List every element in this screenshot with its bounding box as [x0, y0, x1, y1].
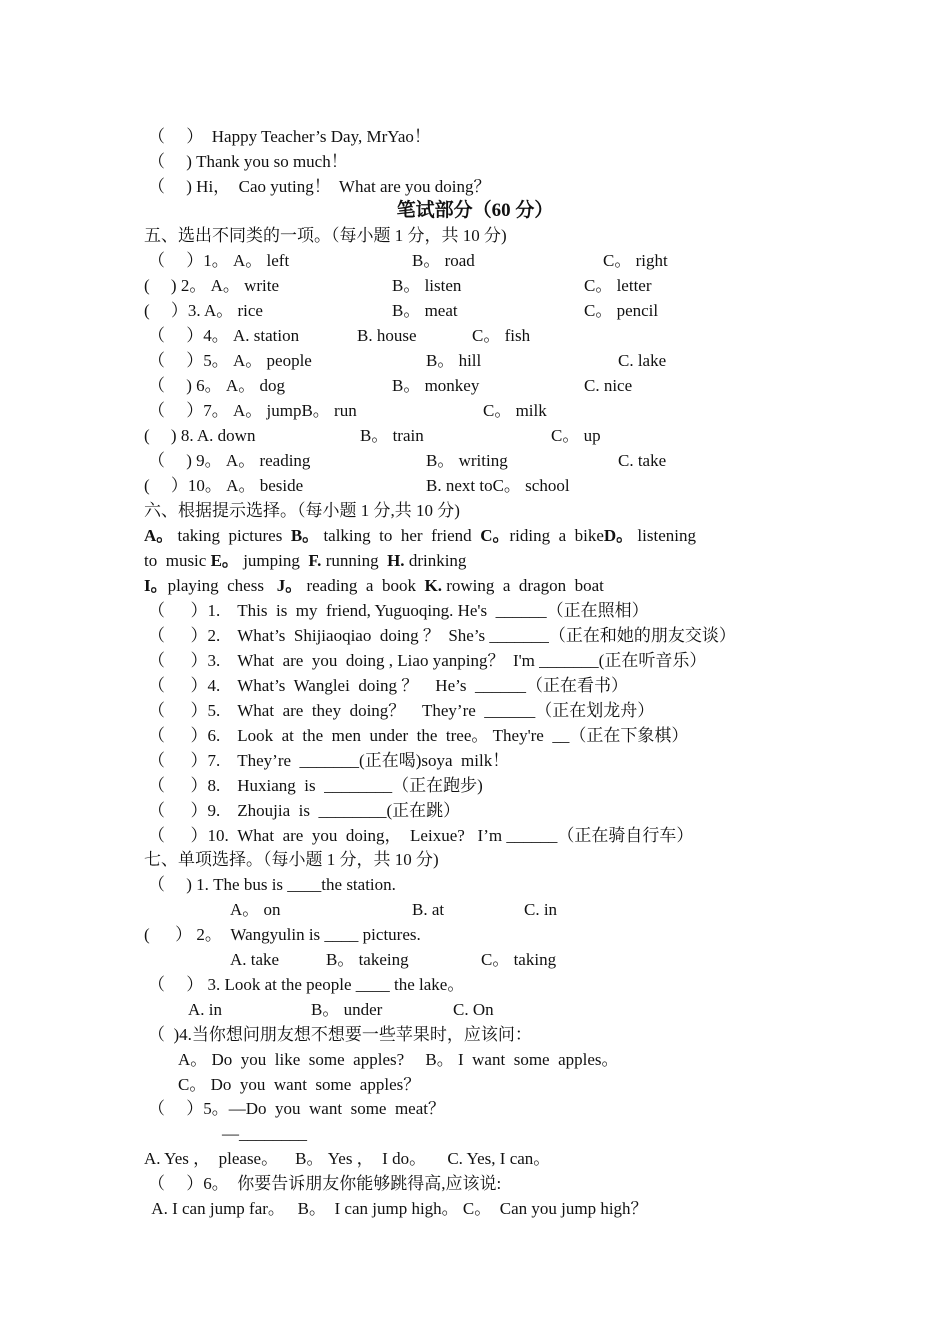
sec5-item-2-b: B。 listen [392, 276, 462, 295]
sec7-q5: （ ）5。—Do you want some meat？ [148, 1099, 445, 1118]
written-part-title: 笔试部分（60 分） [396, 200, 554, 221]
sec6-item-3: （ ）3. What are you doing , Liao yanping？ I'm _______(正在听音乐） [148, 651, 707, 670]
sec6-item-9: （ ）9. Zhoujia is ________(正在跳） [148, 801, 461, 820]
sec5-item-8: ( ) 8. A. down [144, 426, 256, 445]
sec7-q4: （ )4.当你想问朋友想不想要一些苹果时，应该问： [148, 1025, 532, 1044]
sec5-item-9-c: C. take [618, 451, 667, 470]
sec7-q2-option-c: C。 taking [481, 950, 557, 969]
option-letter-c: C。 [480, 526, 510, 545]
sec5-item-5: （ ）5。 A。 people [148, 351, 312, 370]
sec7-q5-answer-blank: —________ [222, 1124, 307, 1143]
option-letter-k: K. [424, 576, 442, 595]
sec5-item-3-c: C。 pencil [584, 301, 659, 320]
option-text-f: running [321, 551, 388, 570]
sec6-item-8: （ ）8. Huxiang is ________（正在跑步) [148, 776, 483, 795]
sec7-q6-options: A. I can jump far。 B。 I can jump high。 C。 Can you jump high？ [148, 1199, 648, 1218]
sec5-item-9-b: B。 writing [426, 451, 508, 470]
sec5-item-7-c: C。 milk [483, 401, 547, 420]
sec4-line-2: （ ) Thank you so much！ [148, 152, 348, 171]
sec5-item-6: （ ) 6。 A。 dog [148, 376, 285, 395]
sec6-options-line-2 [144, 549, 466, 573]
sec6-options-line-1 [144, 524, 696, 548]
sec4-line-3: （ ) Hi， Cao yuting！ What are you doing？ [148, 177, 491, 196]
option-letter-f: F. [308, 551, 322, 570]
option-letter-h: H. [387, 551, 405, 570]
sec5-item-4-c: C。 fish [472, 326, 531, 345]
sec6-item-2: （ ）2. What’s Shijiaoqiao doing ？ She’s _______（正在和她的朋友交谈） [148, 626, 736, 645]
sec7-heading: 七、单项选择。（每小题 1 分，共 10 分) [144, 850, 439, 869]
sec7-q4-options-ab: A。 Do you like some apples? B。 I want some apples。 [178, 1050, 619, 1069]
sec7-q3-option-c: C. On [453, 1000, 494, 1019]
option-text-h: drinking [404, 551, 467, 570]
sec7-q3-option-a: A. in [188, 1000, 222, 1019]
option-text-a: taking pictures [173, 526, 291, 545]
sec6-options-line-3 [144, 574, 604, 598]
option-letter-d: D。 [603, 526, 634, 545]
option-text-d: listening [633, 526, 696, 545]
sec5-item-2-c: C。 letter [584, 276, 652, 295]
sec5-item-1: （ ）1。 A。 left [148, 251, 290, 270]
sec5-item-9: （ ) 9。 A。 reading [148, 451, 311, 470]
sec7-q5-options: A. Yes ， please。 B。 Yes ， I do。 C. Yes, I can。 [144, 1149, 551, 1168]
sec5-item-5-c: C. lake [618, 351, 667, 370]
sec5-item-3: ( ）3. A。 rice [144, 301, 263, 320]
sec7-q3-option-b: B。 under [311, 1000, 383, 1019]
sec5-item-2: ( ) 2。 A。 write [144, 276, 280, 295]
sec7-q1-option-a: A。 on [230, 900, 281, 919]
sec7-q3: （ ） 3. Look at the people ____ the lake。 [148, 975, 465, 994]
option-letter-j: J。 [276, 576, 303, 595]
sec4-line-1: （ ） Happy Teacher’s Day, MrYao！ [148, 127, 431, 146]
sec6-item-4: （ ）4. What’s Wanglei doing ？ He’s ______（正在看书） [148, 676, 628, 695]
option-letter-a: A。 [144, 526, 174, 545]
option-text-e: jumping [238, 551, 309, 570]
sec5-item-10-b: B. next toC。 school [426, 476, 570, 495]
sec5-item-6-b: B。 monkey [392, 376, 480, 395]
option-text-d-cont: to music [144, 551, 211, 570]
sec7-q2-option-b: B。 takeing [326, 950, 409, 969]
option-letter-b: B。 [290, 526, 320, 545]
option-letter-e: E。 [210, 551, 239, 570]
sec5-item-4-b: B. house [357, 326, 417, 345]
sec6-item-7: （ ）7. They’re _______(正在喝)soya milk！ [148, 751, 510, 770]
sec6-item-6: （ ）6. Look at the men under the tree。 They're __（正在下象棋） [148, 726, 689, 745]
sec5-item-10: ( ）10。 A。 beside [144, 476, 304, 495]
sec5-item-1-c: C。 right [603, 251, 668, 270]
sec7-q1-option-b: B. at [412, 900, 445, 919]
sec5-item-8-c: C。 up [551, 426, 601, 445]
option-text-j: reading a book [302, 576, 425, 595]
option-letter-i: I。 [144, 576, 168, 595]
sec7-q1-option-c: C. in [524, 900, 558, 919]
option-text-b: talking to her friend [319, 526, 481, 545]
sec5-item-6-c: C. nice [584, 376, 633, 395]
option-text-k: rowing a dragon boat [441, 576, 604, 595]
sec7-q1: （ ) 1. The bus is ____the station. [148, 875, 396, 894]
option-text-i: playing chess [167, 576, 277, 595]
sec5-item-4: （ ）4。 A. station [148, 326, 300, 345]
sec5-item-1-b: B。 road [412, 251, 475, 270]
sec5-heading: 五、选出不同类的一项。（每小题 1 分，共 10 分) [144, 226, 507, 245]
sec6-heading: 六、根据提示选择。（每小题 1 分,共 10 分) [144, 501, 460, 520]
sec6-item-1: （ ）1. This is my friend, Yuguoqing. He's ______（正在照相） [148, 601, 649, 620]
sec6-item-10: （ ）10. What are you doing， Leixue? I’m ______（正在骑自行车） [148, 826, 694, 845]
sec5-item-3-b: B。 meat [392, 301, 458, 320]
sec5-item-7: （ ）7。 A。 jumpB。 run [148, 401, 357, 420]
sec5-item-5-b: B。 hill [426, 351, 482, 370]
sec7-q4-option-c: C。 Do you want some apples？ [178, 1075, 421, 1094]
option-text-c: riding a bike [509, 526, 604, 545]
sec7-q2: ( ） 2。 Wangyulin is ____ pictures. [144, 925, 421, 944]
sec6-item-5: （ ）5. What are they doing？ They’re ______（正在划龙舟） [148, 701, 655, 720]
sec7-q6: （ ）6。 你要告诉朋友你能够跳得高,应该说: [148, 1174, 502, 1193]
sec7-q2-option-a: A. take [230, 950, 280, 969]
sec5-item-8-b: B。 train [360, 426, 424, 445]
